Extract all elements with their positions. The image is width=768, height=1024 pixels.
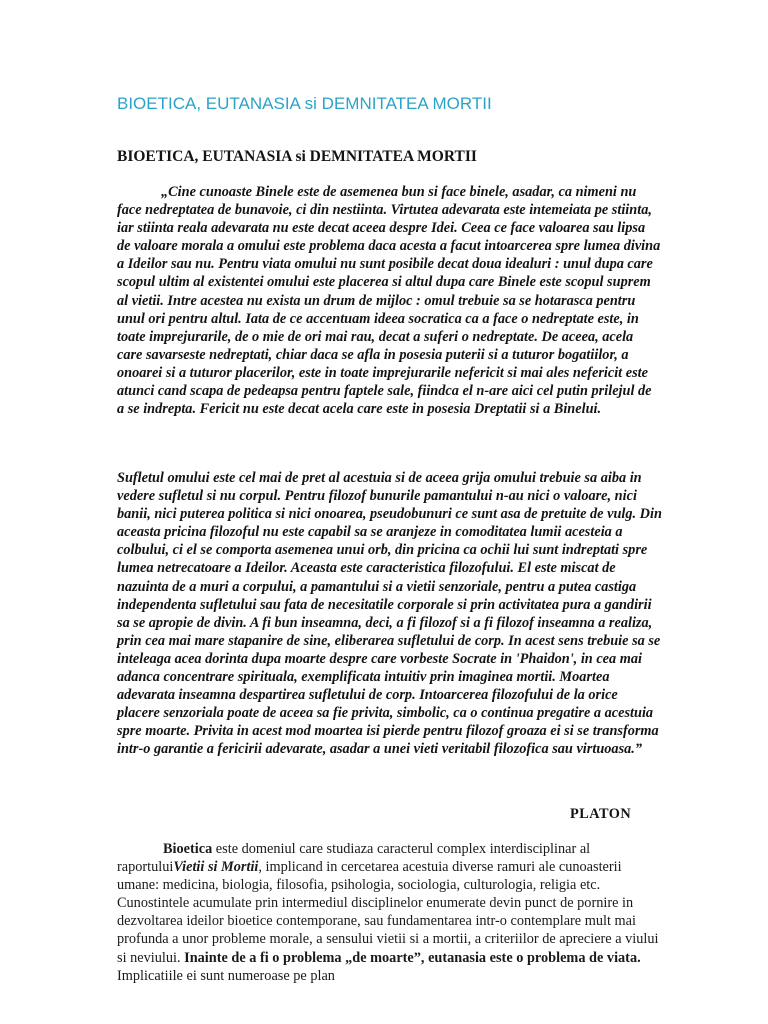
quote-author: PLATON [570,806,632,822]
paragraph-text: , implicand in cercetarea acestuia diverse ramuri ale cunoasterii umane: medicina, biologia, filosofia, psihologia, sociologia, culturologia, religia etc. Cunostintele acumulate prin intermediul disciplinelor enumerate devin punct de pornire in dezvoltarea ideilor bioetice contemporane, sau fundamentarea intr-o contemplare mult mai profunda a unor probleme morale, a sensului vietii si a mortii, a criteriilor de apreciere a viului si neviului. [117,859,659,966]
bioethics-paragraph [117,840,662,985]
document-title: BIOETICA, EUTANASIA si DEMNITATEA MORTII [117,94,492,113]
bioethics-term: Bioetica [163,841,213,857]
bold-statement: Inainte de a fi o problema „de moarte”, eutanasia este o problema de viata. [184,949,641,966]
quote-paragraph: „Cine cunoaste Binele este de asemenea bun si face binele, asadar, ca nimeni nu face nedreptatea de bunavoie, ci din nestiinta. Virtutea adevarata este intemeiata pe stiinta, iar stiinta reala adevarata nu este decat aceea despre Idei. Ceea ce face valoarea sau lipsa de valoare morala a omului este problema daca acesta a facut intoarcerea spre lumea divina a Ideilor sau nu. Pentru viata omului nu sunt posibile decat doua idealuri : unul dupa care scopul ultim al existentei omului este placerea si altul dupa care Binele este scopul suprem al vietii. Intre acestea nu exista un drum de mijloc : omul trebuie sa se hotarasca pentru unul ori pentru altul. Iata de ce accentuam ideea socratica ca a face o nedreptate este, in toate imprejurarile, de o mie de ori mai rau, decat a suferi o nedreptate. De aceea, acela care savarseste nedreptati, chiar daca se afla in posesia puterii si a tuturor bogatiilor, a onoarei si a tuturor placerilor, este in toate imprejurarile nefericit si mai ales nefericit este atunci cand scapa de pedeapsa pentru faptele sale, fiindca el n-are aici cel putin prilejul de a se indrepta. Fericit nu este decat acela care este in posesia Dreptatii si a Binelui. [117,184,661,418]
emphasis-text: Vietii si Mortii [173,859,259,876]
article-subtitle: BIOETICA, EUTANASIA si DEMNITATEA MORTII [117,148,477,165]
quote-paragraph: Sufletul omului este cel mai de pret al acestuia si de aceea grija omului trebuie sa aiba in vedere sufletul si nu corpul. Pentru filozof bunurile pamantului n-au nici o valoare, nici banii, nici puterea politica si nici onoarea, pseudobunuri ce sunt asa de pretuite de vulg. Din aceasta pricina filozoful nu este capabil sa se aranjeze in comoditatea lumii acesteia a colbului, ci el se comporta asemenea unui orb, din pricina ca ochii lui sunt indreptati spre lumea netrecatoare a Ideilor. Aceasta este caracteristica filozofului. El este miscat de nazuinta de a muri a corpului, a pamantului si a vietii senzoriale, pentru a putea castiga independenta sufletului sau fata de necesitatile corporale si prin activitatea pura a gandirii sa se apropie de divin. A fi bun inseamna, deci, a fi filozof si a fi filozof inseamna a realiza, prin cea mai mare stapanire de sine, eliberarea sufletului de corp. In acest sens trebuie sa se inteleaga acea dorinta dupa moarte despre care vorbeste Socrate in 'Phaidon', in cea mai adanca concentrare spirituala, exemplificata intuitiv prin imaginea mortii. Moartea adevarata inseamna despartirea sufletului de corp. Intoarcerea filozofului de la orice placere senzoriala poate de aceea sa fie privita, simbolic, ca o continua pregatire a acestuia spre moarte. Privita in acest mod moartea isi pierde pentru filozof groaza ei si se transforma intr-o garantie a fericirii adevarate, asadar a unei vieti veritabil filozofica sau virtuoasa.” [117,470,662,758]
paragraph-text: Implicatiile ei sunt numeroase pe plan [117,967,335,984]
paragraph-text: este domeniul care studiaza caracterul complex interdisciplinar al raportului [117,841,591,876]
